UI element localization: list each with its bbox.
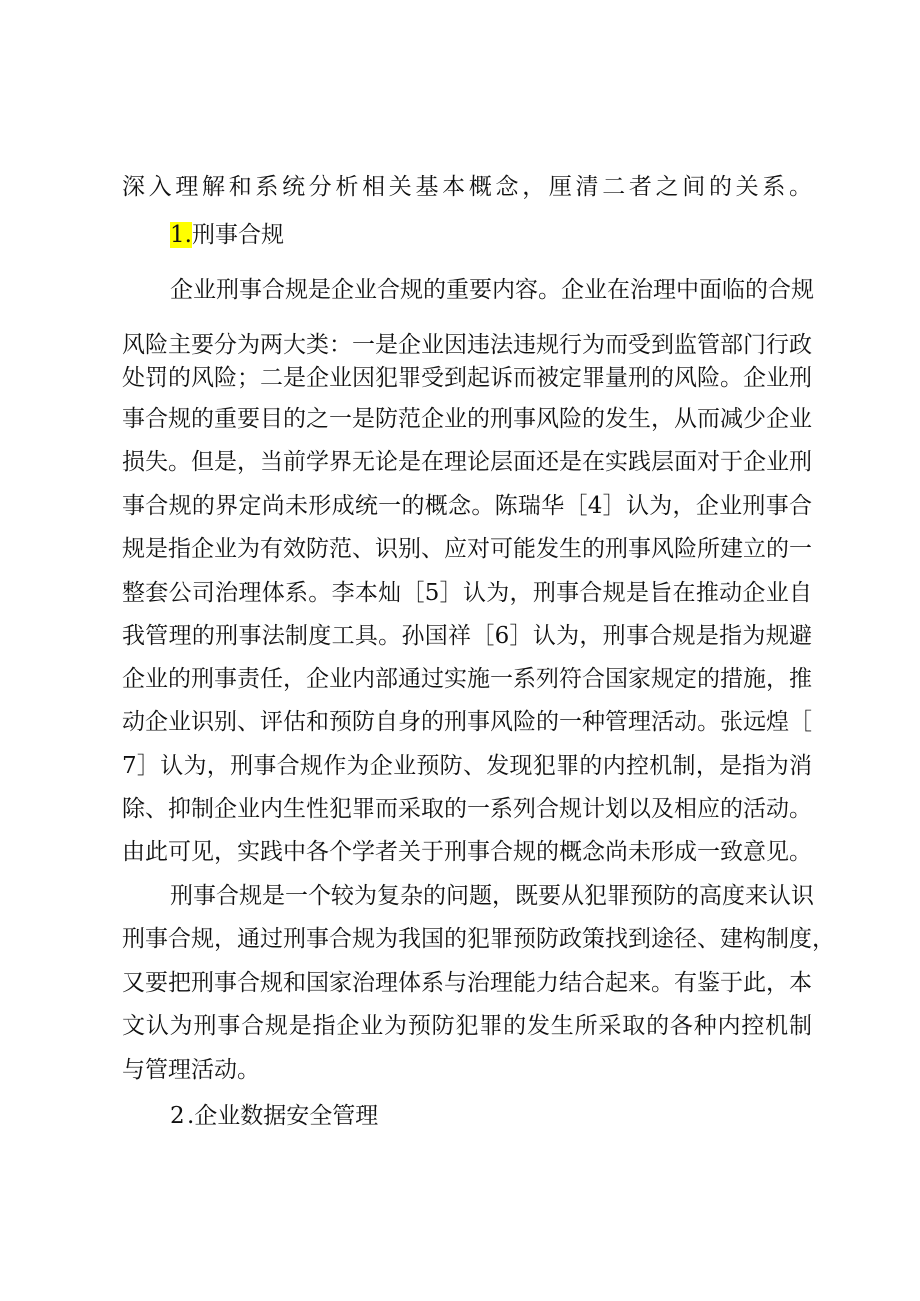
paragraph-line: 又要把刑事合规和国家治理体系与治理能力结合起来。有鉴于此，本 — [122, 970, 812, 996]
paragraph-line: 事合规的重要目的之一是防范企业的刑事风险的发生，从而减少企业 — [122, 406, 812, 432]
intro-line: 深入理解和系统分析相关基本概念，厘清二者之间的关系。 — [122, 174, 812, 200]
paragraph-line: 刑事合规是一个较为复杂的问题，既要从犯罪预防的高度来认识 — [170, 883, 814, 909]
paragraph-line: 我管理的刑事法制度工具。孙国祥［6］认为，刑事合规是指为规避 — [122, 623, 812, 649]
paragraph-line: 文认为刑事合规是指企业为预防犯罪的发生所采取的各种内控机制 — [122, 1013, 812, 1039]
paragraph-line: 除、抑制企业内生性犯罪而采取的一系列合规计划以及相应的活动。 — [122, 796, 812, 822]
paragraph-line: 动企业识别、评估和预防自身的刑事风险的一种管理活动。张远煌［ — [122, 709, 812, 735]
paragraph-line: 企业的刑事责任，企业内部通过实施一系列符合国家规定的措施，推 — [122, 666, 812, 692]
paragraph-line: 风险主要分为两大类：一是企业因违法违规行为而受到监管部门行政 — [122, 332, 812, 358]
section-heading-1 — [170, 218, 812, 252]
paragraph-line: 企业刑事合规是企业合规的重要内容。企业在治理中面临的合规 — [170, 277, 814, 303]
paragraph-line: 由此可见，实践中各个学者关于刑事合规的概念尚未形成一致意见。 — [122, 839, 812, 865]
paragraph-line: 事合规的界定尚未形成统一的概念。陈瑞华［4］认为，企业刑事合 — [122, 493, 812, 519]
paragraph-line: 处罚的风险；二是企业因犯罪受到起诉而被定罪量刑的风险。企业刑 — [122, 365, 812, 391]
section-number-highlight: 1. — [170, 222, 192, 248]
paragraph-line: 7］认为，刑事合规作为企业预防、发现犯罪的内控机制，是指为消 — [122, 753, 812, 779]
paragraph-line: 刑事合规，通过刑事合规为我国的犯罪预防政策找到途径、建构制度， — [122, 926, 835, 952]
paragraph-line: 与管理活动。 — [122, 1057, 260, 1083]
section-number: 2 — [170, 1103, 185, 1129]
section-title: 刑事合规 — [191, 222, 284, 248]
paragraph-line: 规是指企业为有效防范、识别、应对可能发生的刑事风险所建立的一 — [122, 536, 812, 562]
section-heading-2 — [170, 1099, 812, 1133]
section-title: .企业数据安全管理 — [186, 1103, 379, 1129]
paragraph-line: 损失。但是，当前学界无论是在理论层面还是在实践层面对于企业刑 — [122, 449, 812, 475]
paragraph-line: 整套公司治理体系。李本灿［5］认为，刑事合规是旨在推动企业自 — [122, 580, 812, 606]
